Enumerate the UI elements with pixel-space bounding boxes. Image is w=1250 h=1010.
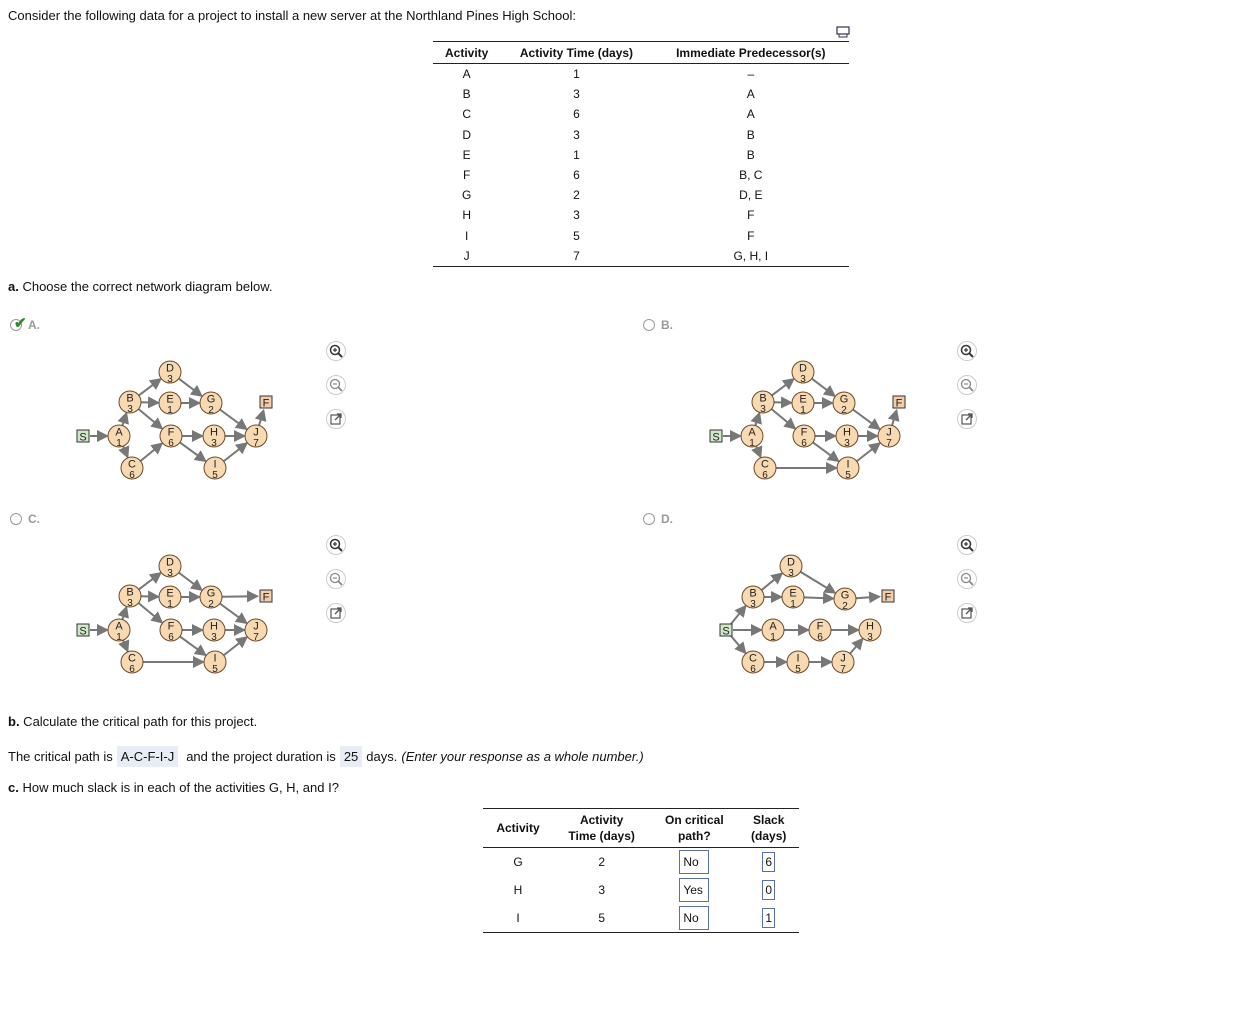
activity-node-f <box>160 425 182 449</box>
node-time: 3 <box>167 568 173 579</box>
node-letter: H <box>843 426 851 439</box>
node-letter: H <box>866 620 874 633</box>
zoom-out-icon[interactable] <box>957 569 977 589</box>
node-letter: F <box>167 620 175 633</box>
predecessor-cell: A <box>746 87 755 102</box>
edge-B-F <box>138 603 161 622</box>
time-cell: 1 <box>573 147 580 162</box>
part-a-text: Choose the correct network diagram below. <box>18 279 273 294</box>
table-row <box>433 226 849 246</box>
edge-S-B <box>730 606 745 624</box>
zoom-in-icon[interactable] <box>326 535 346 555</box>
table-row <box>483 904 799 933</box>
edge-D-G <box>179 379 202 396</box>
node-time: 5 <box>845 470 851 481</box>
start-node <box>720 624 732 638</box>
node-time: 6 <box>168 438 174 449</box>
node-time: 2 <box>841 405 847 416</box>
edge-B-D <box>139 379 161 395</box>
node-time: 3 <box>127 598 133 609</box>
option-b-label: B. <box>661 318 673 332</box>
network-diagram-d <box>703 544 923 684</box>
node-letter: J <box>253 426 259 439</box>
activity-node-e <box>159 586 181 610</box>
table-row <box>483 876 799 904</box>
activity-node-d <box>792 361 814 385</box>
popout-icon[interactable] <box>326 603 346 623</box>
duration-answer[interactable]: 25 <box>340 746 362 767</box>
slack-input[interactable]: 1 <box>762 908 775 928</box>
activity-cell: G <box>513 855 523 869</box>
edge-A-B <box>122 413 126 425</box>
start-label: S <box>79 431 87 444</box>
activity-node-f <box>809 619 831 643</box>
node-letter: H <box>210 426 218 439</box>
table-row <box>433 125 849 145</box>
table-row <box>433 64 849 85</box>
node-letter: A <box>115 620 123 633</box>
finish-node <box>893 396 905 410</box>
activity-data-table <box>433 41 849 267</box>
critical-input[interactable]: Yes <box>679 878 709 902</box>
activity-cell: A <box>462 67 471 82</box>
time-cell: 6 <box>573 107 580 122</box>
node-time: 2 <box>842 601 848 612</box>
node-time: 1 <box>790 599 796 610</box>
edge-S-C <box>731 635 746 652</box>
network-diagram-a <box>70 350 290 490</box>
node-letter: E <box>789 587 797 600</box>
activity-cell: B <box>462 87 471 102</box>
node-letter: I <box>213 458 217 471</box>
option-a-label: A. <box>28 318 40 332</box>
edge-D-G <box>812 379 835 396</box>
edge-D-G <box>800 572 834 593</box>
activity-node-b <box>752 391 774 415</box>
edge-J-FIN <box>259 411 263 426</box>
time-cell: 7 <box>500 246 652 267</box>
edge-B-F <box>771 409 794 428</box>
node-letter: J <box>886 426 892 439</box>
zoom-out-icon[interactable] <box>326 375 346 395</box>
predecessor-cell: D, E <box>739 188 763 203</box>
activity-node-f <box>160 619 182 643</box>
part-a-prompt <box>8 279 272 294</box>
node-letter: C <box>761 458 769 471</box>
col-slack: Slack (days) <box>738 809 799 848</box>
node-letter: I <box>213 652 217 665</box>
table-row <box>483 848 799 877</box>
edge-A-C <box>123 640 127 651</box>
part-b-text: Calculate the critical path for this project. <box>19 714 258 729</box>
node-time: 3 <box>211 632 217 643</box>
activity-cell: E <box>462 147 471 162</box>
edge-A-B <box>755 413 759 425</box>
table-row <box>433 185 849 205</box>
predecessor-cell: F <box>747 208 755 223</box>
node-letter: D <box>799 362 807 375</box>
activity-node-g <box>200 392 222 416</box>
network-diagram-c <box>70 544 290 684</box>
start-label: S <box>712 431 720 444</box>
node-letter: F <box>167 426 175 439</box>
node-letter: E <box>166 393 174 406</box>
edge-G-J <box>853 410 879 429</box>
critical-path-sentence <box>8 746 644 767</box>
activity-cell: F <box>463 168 471 183</box>
critical-input[interactable]: No <box>679 850 709 874</box>
time-cell: 3 <box>573 127 580 142</box>
activity-cell: I <box>483 904 553 933</box>
node-letter: F <box>800 426 808 439</box>
start-node <box>77 430 89 444</box>
finish-node <box>260 396 272 410</box>
option-a-radio[interactable] <box>10 315 27 332</box>
node-letter: A <box>769 620 777 633</box>
node-time: 1 <box>167 599 173 610</box>
critical-path-answer[interactable]: A-C-F-I-J <box>117 746 178 767</box>
duration-lead: and the project duration is <box>186 749 336 764</box>
node-letter: C <box>128 652 136 665</box>
node-time: 3 <box>844 438 850 449</box>
time-cell: 5 <box>573 228 580 243</box>
edge-F-I <box>180 636 205 654</box>
activity-node-f <box>793 425 815 449</box>
activity-node-j <box>245 425 267 449</box>
activity-node-d <box>780 555 802 579</box>
node-letter: A <box>748 426 756 439</box>
node-letter: D <box>166 362 174 375</box>
time-cell: 3 <box>573 87 580 102</box>
zoom-out-icon[interactable] <box>326 569 346 589</box>
node-time: 7 <box>840 664 846 675</box>
activity-node-h <box>836 425 858 449</box>
node-time: 1 <box>116 438 122 449</box>
activity-cell: G <box>462 188 472 203</box>
edge-A-C <box>123 446 127 457</box>
activity-cell: H <box>513 883 523 897</box>
zoom-in-icon[interactable] <box>957 535 977 555</box>
node-time: 3 <box>800 374 806 385</box>
node-time: 1 <box>167 405 173 416</box>
edge-C-F <box>141 444 162 461</box>
edge-G-J <box>220 410 246 429</box>
part-a-label: a. <box>8 279 19 294</box>
node-time: 6 <box>168 632 174 643</box>
node-letter: J <box>840 652 846 665</box>
time-cell: 6 <box>573 168 580 183</box>
print-icon[interactable] <box>836 26 850 38</box>
node-time: 1 <box>116 632 122 643</box>
correct-check-icon: ✔ <box>14 315 27 332</box>
activity-node-a <box>741 425 763 449</box>
diagram-b-tools <box>957 341 977 429</box>
activity-node-c <box>742 651 764 675</box>
activity-node-e <box>782 586 804 610</box>
activity-node-g <box>833 392 855 416</box>
edge-B-D <box>772 379 794 395</box>
start-node <box>710 430 722 444</box>
activity-node-b <box>119 585 141 609</box>
node-time: 3 <box>788 568 794 579</box>
part-c-prompt <box>8 780 339 795</box>
time-cell: 1 <box>573 67 580 82</box>
part-b-prompt <box>8 714 257 729</box>
activity-node-e <box>792 392 814 416</box>
activity-node-a <box>108 619 130 643</box>
start-node <box>77 624 89 638</box>
predecessor-cell: – <box>747 67 755 82</box>
predecessor-cell: A <box>746 107 755 122</box>
col-activity: Activity <box>433 42 500 64</box>
activity-cell: H <box>462 208 471 223</box>
node-time: 1 <box>770 632 776 643</box>
option-c-label: C. <box>28 512 40 526</box>
node-letter: D <box>787 556 795 569</box>
edge-B-D <box>139 573 161 589</box>
node-letter: J <box>253 620 259 633</box>
finish-label: F <box>895 397 903 410</box>
node-time: 5 <box>212 664 218 675</box>
activity-cell: J <box>433 246 500 267</box>
time-cell: 2 <box>598 855 605 869</box>
edge-G-FIN <box>856 597 879 599</box>
col-predecessors: Immediate Predecessor(s) <box>653 42 849 64</box>
activity-node-j <box>832 651 854 675</box>
node-time: 1 <box>800 405 806 416</box>
node-time: 6 <box>817 632 823 643</box>
activity-node-c <box>754 457 776 481</box>
col-activity-time: Activity Time (days) <box>500 42 652 64</box>
node-time: 3 <box>167 374 173 385</box>
node-time: 5 <box>795 664 801 675</box>
table-row <box>433 246 849 267</box>
diagram-c-tools <box>326 535 346 623</box>
node-time: 6 <box>750 664 756 675</box>
node-letter: B <box>749 587 757 600</box>
activity-node-j <box>878 425 900 449</box>
edge-J-FIN <box>892 411 896 426</box>
option-d-radio[interactable] <box>643 513 655 525</box>
edge-I-J <box>224 443 247 461</box>
predecessor-cell: B <box>746 127 755 142</box>
node-time: 7 <box>253 632 259 643</box>
option-d[interactable] <box>643 511 673 527</box>
edge-G-J <box>220 604 246 623</box>
node-time: 3 <box>760 404 766 415</box>
intro-text: Consider the following data for a project to install a new server at the Northland Pines High School: <box>8 8 576 23</box>
zoom-out-icon[interactable] <box>957 375 977 395</box>
edge-J-H <box>850 639 862 653</box>
slack-table <box>483 808 799 933</box>
edge-D-G <box>179 573 202 590</box>
finish-label: F <box>262 397 270 410</box>
col-activity: Activity <box>483 809 553 848</box>
finish-node <box>260 590 272 604</box>
edge-F-I <box>180 442 205 460</box>
node-time: 3 <box>867 632 873 643</box>
node-letter: C <box>749 652 757 665</box>
option-d-label: D. <box>661 512 673 526</box>
network-diagram-b <box>703 350 923 490</box>
node-time: 2 <box>208 599 214 610</box>
table-row <box>433 205 849 225</box>
time-cell: 5 <box>553 904 650 933</box>
popout-icon[interactable] <box>957 409 977 429</box>
part-c-text: How much slack is in each of the activities G, H, and I? <box>18 780 339 795</box>
node-letter: B <box>759 392 767 405</box>
time-cell: 2 <box>573 188 580 203</box>
node-letter: I <box>796 652 800 665</box>
node-letter: F <box>816 620 824 633</box>
table-row <box>433 104 849 124</box>
node-letter: G <box>840 589 850 602</box>
popout-icon[interactable] <box>957 603 977 623</box>
edge-F-I <box>813 442 838 460</box>
edge-I-J <box>857 443 880 461</box>
activity-node-a <box>108 425 130 449</box>
critical-path-lead: The critical path is <box>8 749 113 764</box>
part-c-label: c. <box>8 780 19 795</box>
activity-node-c <box>121 651 143 675</box>
finish-label: F <box>262 591 270 604</box>
node-time: 7 <box>253 438 259 449</box>
finish-node <box>882 590 894 604</box>
instruction-text: (Enter your response as a whole number.) <box>401 749 644 764</box>
edge-A-B <box>122 607 126 619</box>
zoom-in-icon[interactable] <box>326 341 346 361</box>
activity-node-a <box>762 619 784 643</box>
node-time: 6 <box>129 664 135 675</box>
col-activity-time: Activity Time (days) <box>553 809 650 848</box>
table-row <box>433 84 849 104</box>
option-b[interactable] <box>643 317 673 333</box>
node-letter: E <box>166 587 174 600</box>
option-c[interactable] <box>10 511 40 527</box>
node-letter: E <box>799 393 807 406</box>
finish-label: F <box>884 591 892 604</box>
node-time: 7 <box>886 438 892 449</box>
slack-input[interactable]: 0 <box>762 880 775 900</box>
node-time: 6 <box>129 470 135 481</box>
activity-cell: D <box>462 127 471 142</box>
start-label: S <box>79 625 87 638</box>
node-letter: H <box>210 620 218 633</box>
node-letter: G <box>206 587 216 600</box>
activity-node-g <box>834 588 856 612</box>
activity-node-b <box>119 391 141 415</box>
node-time: 2 <box>208 405 214 416</box>
col-critical: On critical path? <box>650 809 738 848</box>
activity-cell: C <box>462 107 471 122</box>
node-time: 5 <box>212 470 218 481</box>
activity-node-i <box>204 651 226 675</box>
activity-node-j <box>245 619 267 643</box>
node-letter: C <box>128 458 136 471</box>
diagram-d-tools <box>957 535 977 623</box>
node-time: 3 <box>127 404 133 415</box>
node-letter: D <box>166 556 174 569</box>
activity-node-d <box>159 361 181 385</box>
duration-unit: days. <box>366 749 398 764</box>
node-time: 6 <box>762 470 768 481</box>
node-letter: A <box>115 426 123 439</box>
node-time: 6 <box>801 438 807 449</box>
activity-node-e <box>159 392 181 416</box>
node-time: 1 <box>749 438 755 449</box>
activity-node-c <box>121 457 143 481</box>
predecessor-cell: G, H, I <box>653 246 849 267</box>
part-b-label: b. <box>8 714 20 729</box>
edge-B-D <box>762 574 782 590</box>
edge-G-FIN <box>222 596 257 597</box>
diagram-a-tools <box>326 341 346 429</box>
activity-node-h <box>203 619 225 643</box>
option-a[interactable] <box>10 317 40 333</box>
critical-input[interactable]: No <box>679 906 709 930</box>
node-time: 3 <box>211 438 217 449</box>
edge-B-F <box>138 409 161 428</box>
time-cell: 3 <box>573 208 580 223</box>
activity-node-i <box>837 457 859 481</box>
edge-A-C <box>756 446 760 457</box>
popout-icon[interactable] <box>326 409 346 429</box>
predecessor-cell: B <box>746 147 755 162</box>
node-letter: I <box>846 458 850 471</box>
table-row <box>433 145 849 165</box>
slack-input[interactable]: 6 <box>762 852 775 872</box>
node-time: 3 <box>750 599 756 610</box>
table-row <box>433 165 849 185</box>
node-letter: B <box>126 392 134 405</box>
node-letter: G <box>839 393 849 406</box>
predecessor-cell: B, C <box>739 168 763 183</box>
activity-node-g <box>200 586 222 610</box>
node-letter: B <box>126 586 134 599</box>
activity-node-h <box>203 425 225 449</box>
predecessor-cell: F <box>747 228 755 243</box>
start-label: S <box>722 625 730 638</box>
option-b-radio[interactable] <box>643 319 655 331</box>
activity-node-i <box>787 651 809 675</box>
time-cell: 3 <box>598 883 605 897</box>
option-c-radio[interactable] <box>10 513 22 525</box>
edge-E-G <box>804 597 833 598</box>
activity-cell: I <box>465 228 469 243</box>
zoom-in-icon[interactable] <box>957 341 977 361</box>
edge-I-J <box>224 637 247 655</box>
activity-node-d <box>159 555 181 579</box>
activity-node-i <box>204 457 226 481</box>
node-letter: G <box>206 393 216 406</box>
